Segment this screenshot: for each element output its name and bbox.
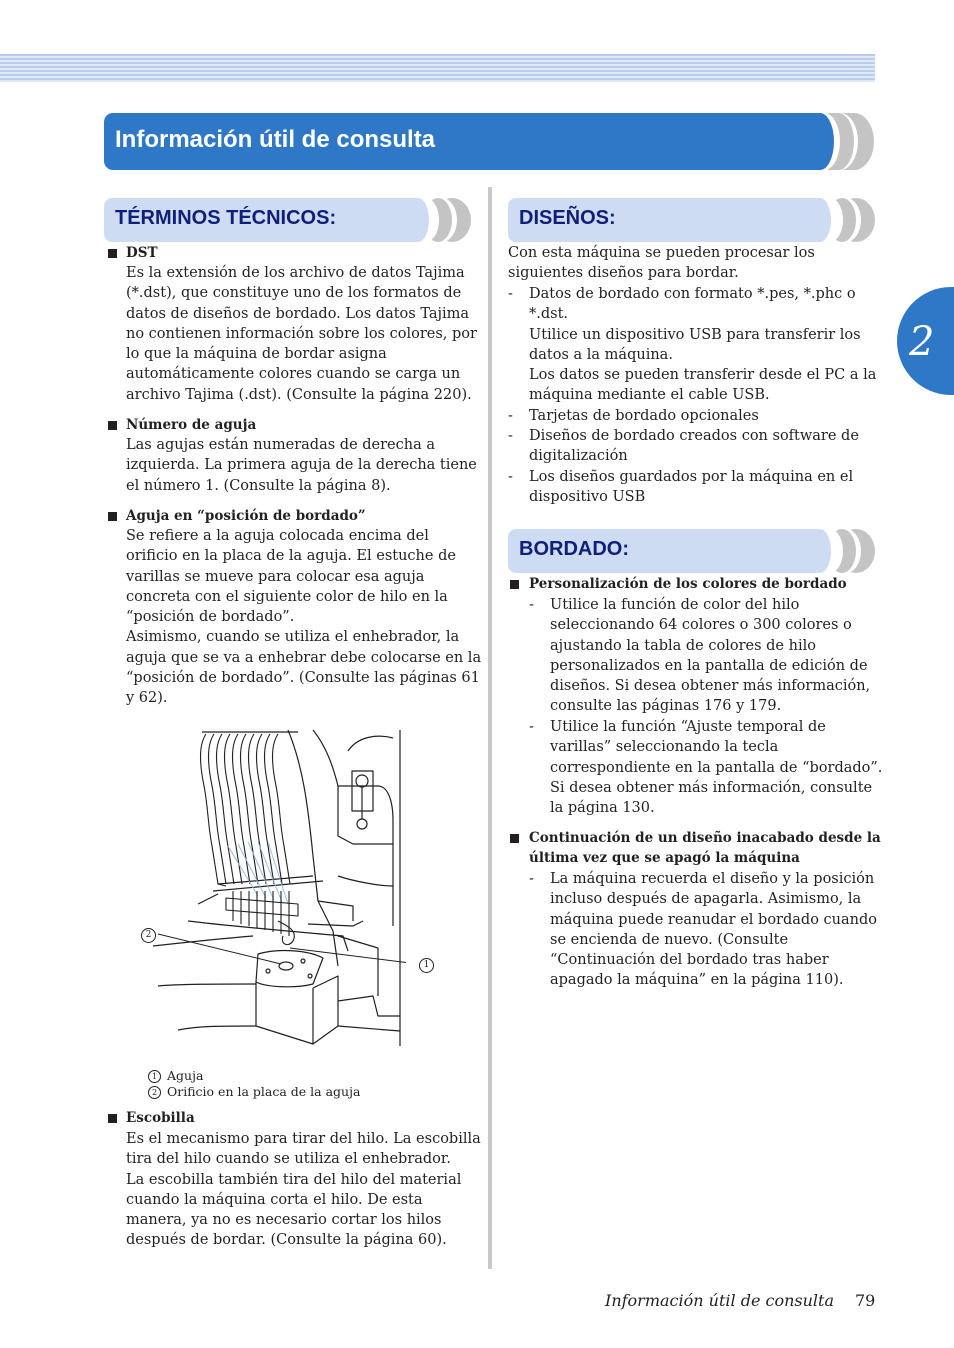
text-line: última vez que se apagó la máquina	[529, 850, 800, 867]
dash-bullet: -	[529, 597, 534, 613]
bullet-square	[108, 421, 117, 430]
section-title-bordado: BORDADO:	[519, 538, 629, 560]
text-line: varillas se mueve para colocar esa aguja	[126, 568, 425, 585]
term-posicion-title: Aguja en “posición de bordado”	[126, 508, 366, 524]
text-line: Datos de bordado con formato *.pes, *.phc o	[529, 286, 856, 302]
dash-bullet: -	[508, 286, 513, 302]
bullet-square	[108, 1114, 117, 1123]
text-line: manera, ya no es necesario cortar los hilos	[126, 1212, 442, 1229]
caption-2	[148, 1084, 360, 1100]
callout-2: 2	[141, 928, 156, 943]
text-line: máquina mediante el cable USB.	[529, 387, 770, 404]
text-line: “posición de bordado”. (Consulte las páginas 61	[126, 670, 480, 687]
term-dst-body	[126, 263, 477, 405]
callout-marker-1: 1	[148, 1070, 161, 1083]
text-line: “Continuación del bordado tras haber	[550, 952, 829, 969]
text-line: y 62).	[126, 690, 168, 707]
text-line: Tarjetas de bordado opcionales	[529, 408, 759, 424]
text-line: datos a la máquina.	[529, 346, 673, 363]
text-line: correspondiente en la pantalla de “bordado”.	[550, 759, 883, 776]
bullet-square	[510, 834, 519, 843]
section-tabs-disenos	[808, 198, 876, 242]
caption-1	[148, 1068, 203, 1084]
text-line: Continuación de un diseño inacabado desde la	[529, 830, 881, 846]
title-bar-tabs	[806, 113, 876, 170]
dash-bullet: -	[529, 871, 534, 887]
term-dst-title: DST	[126, 245, 158, 261]
bullet-square	[510, 580, 519, 589]
term-aguja-body	[126, 435, 477, 496]
text-line: diseños. Si desea obtener más información,	[550, 678, 871, 695]
header-stripe	[0, 54, 875, 82]
continuacion-title	[529, 828, 881, 869]
text-line: Los diseños guardados por la máquina en el	[529, 469, 854, 485]
text-line: Se refiere a la aguja colocada encima del	[126, 528, 429, 544]
text-line: la página 130.	[550, 800, 655, 817]
disenos-item-3	[529, 426, 859, 467]
text-line: Si desea obtener más información, consulte	[550, 779, 873, 796]
caption-1-text: Aguja	[167, 1068, 204, 1083]
text-line: Diseños de bordado creados con software de	[529, 428, 859, 444]
text-line: siguientes diseños para bordar.	[508, 265, 739, 282]
text-line: Utilice la función “Ajuste temporal de	[550, 719, 826, 735]
personalizacion-item-2	[550, 717, 882, 818]
page-title: Información útil de consulta	[115, 126, 436, 153]
machine-needle-illustration	[138, 726, 406, 1050]
text-line: Los datos se pueden transferir desde el PC a la	[529, 367, 877, 384]
text-line: tira del hilo cuando se utiliza el enhebrador.	[126, 1151, 451, 1168]
text-line: Utilice un dispositivo USB para transferir los	[529, 326, 861, 343]
text-line: aguja que se va a enhebrar debe colocarse en la	[126, 649, 482, 666]
text-line: el número 1. (Consulte la página 8).	[126, 477, 391, 494]
text-line: después de bordar. (Consulte la página 60).	[126, 1232, 447, 1249]
text-line: no contienen información sobre los colores, por	[126, 325, 477, 342]
text-line: cuando la máquina corta el hilo. De esta	[126, 1191, 423, 1208]
callout-1: 1	[419, 958, 434, 973]
section-tabs-bordado	[808, 529, 876, 573]
text-line: seleccionando 64 colores o 300 colores o	[550, 617, 852, 634]
dash-bullet: -	[508, 428, 513, 444]
text-line: orificio en la placa de la aguja. El estuche de	[126, 548, 456, 565]
text-line: concreta con el siguiente color de hilo en la	[126, 588, 448, 605]
term-escobilla-title: Escobilla	[126, 1110, 195, 1126]
text-line: (*.dst), que constituye uno de los formatos de	[126, 285, 462, 302]
dash-bullet: -	[529, 719, 534, 735]
text-line: ajustando la tabla de colores de hilo	[550, 637, 816, 654]
text-line: *.dst.	[529, 306, 569, 323]
text-line: archivo Tajima (.dst). (Consulte la página 220).	[126, 386, 472, 403]
dash-bullet: -	[508, 408, 513, 424]
personalizacion-title: Personalización de los colores de bordado	[529, 576, 847, 592]
text-line: personalizados en la pantalla de edición de	[550, 657, 868, 674]
column-divider	[488, 187, 492, 1269]
disenos-intro	[508, 243, 815, 284]
term-escobilla-body	[126, 1129, 481, 1251]
section-tabs-terminos	[406, 198, 472, 242]
text-line: datos de diseños de bordado. Los datos Tajima	[126, 305, 470, 322]
dash-bullet: -	[508, 469, 513, 485]
footer-title: Información útil de consulta	[605, 1291, 834, 1310]
disenos-item-4	[529, 467, 853, 508]
text-line: Es el mecanismo para tirar del hilo. La escobilla	[126, 1131, 481, 1147]
term-posicion-body	[126, 526, 481, 709]
text-line: máquina puede reanudar el bordado cuando	[550, 911, 877, 928]
text-line: Con esta máquina se pueden procesar los	[508, 245, 815, 261]
text-line: incluso después de apagarla. Asimismo, la	[550, 891, 862, 908]
text-line: apagado la máquina” en la página 110).	[550, 972, 844, 989]
text-line: lo que la máquina de bordar asigna	[126, 346, 387, 363]
text-line: Utilice la función de color del hilo	[550, 597, 800, 613]
disenos-item-1	[529, 284, 876, 406]
caption-2-text: Orificio en la placa de la aguja	[167, 1084, 361, 1099]
chapter-number: 2	[909, 319, 935, 365]
personalizacion-item-1	[550, 595, 870, 717]
disenos-item-2	[529, 406, 759, 426]
text-line: La máquina recuerda el diseño y la posición	[550, 871, 875, 887]
bullet-square	[108, 512, 117, 521]
callout-marker-2: 2	[148, 1086, 161, 1099]
continuacion-item-1	[550, 869, 877, 991]
text-line: digitalización	[529, 448, 628, 465]
text-line: La escobilla también tira del hilo del material	[126, 1171, 462, 1188]
text-line: izquierda. La primera aguja de la derecha tiene	[126, 457, 477, 474]
section-title-disenos: DISEÑOS:	[519, 207, 616, 229]
text-line: Es la extensión de los archivo de datos Tajima	[126, 265, 465, 281]
text-line: automáticamente colores cuando se carga un	[126, 366, 461, 383]
term-aguja-title: Número de aguja	[126, 417, 257, 433]
text-line: consulte las páginas 176 y 179.	[550, 698, 782, 715]
bullet-square	[108, 249, 117, 258]
section-title-terminos: TÉRMINOS TÉCNICOS:	[115, 207, 337, 229]
text-line: varillas” seleccionando la tecla	[550, 739, 779, 756]
text-line: “posición de bordado”.	[126, 609, 295, 626]
text-line: Asimismo, cuando se utiliza el enhebrador, la	[126, 629, 460, 646]
text-line: Las agujas están numeradas de derecha a	[126, 437, 435, 453]
text-line: dispositivo USB	[529, 489, 646, 506]
page-number: 79	[855, 1291, 876, 1310]
text-line: se encienda de nuevo. (Consulte	[550, 931, 789, 948]
